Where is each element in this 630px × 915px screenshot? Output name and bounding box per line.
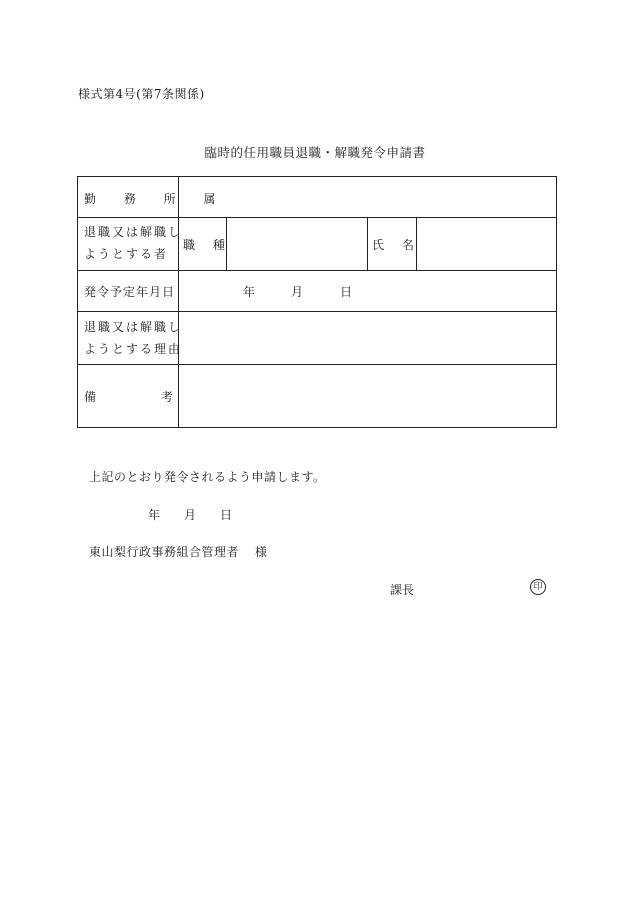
month-label: 月 (291, 285, 304, 299)
reason-label (84, 316, 182, 360)
document-title: 臨時的任用職員退職・解職発令申請書 (204, 145, 426, 160)
reason-field[interactable] (182, 314, 554, 362)
retiree-label (84, 221, 182, 265)
retiree-label-line1: 退職又は解職し (84, 225, 183, 239)
row-divider (78, 217, 556, 218)
application-year: 年 (148, 508, 161, 522)
column-divider (367, 217, 368, 270)
remarks-label-char2: 考 (161, 390, 174, 404)
day-label: 日 (340, 285, 353, 299)
application-statement: 上記のとおり発令されるよう申請します。 (89, 470, 326, 484)
retiree-label-line2: ようとする者 (84, 247, 169, 261)
application-month: 月 (184, 508, 197, 522)
name-label: 氏 名 (372, 238, 418, 252)
row-divider (78, 364, 556, 365)
row-divider (78, 270, 556, 271)
reason-label-line1: 退職又は解職し (84, 320, 183, 334)
department-field[interactable] (182, 179, 554, 215)
name-field[interactable] (420, 220, 554, 268)
application-day: 日 (220, 508, 233, 522)
signatory-title: 課長 (390, 583, 415, 597)
row-divider (78, 311, 556, 312)
scheduled-date-label: 発令予定年月日 (84, 285, 176, 299)
column-divider (178, 177, 179, 427)
form-number: 様式第4号(第7条関係) (78, 87, 205, 101)
remarks-label-char1: 備 (84, 390, 97, 404)
department-label: 勤 務 所 属 (84, 192, 228, 206)
remarks-field[interactable] (182, 367, 554, 425)
honorific: 様 (255, 545, 268, 559)
occupation-label: 職 種 (183, 238, 229, 252)
reason-label-line2: ようとする理由 (84, 342, 183, 356)
year-label: 年 (243, 285, 256, 299)
seal-mark-icon: 印 (530, 579, 546, 595)
addressee: 東山梨行政事務組合管理者 (89, 545, 240, 559)
application-table (77, 176, 557, 428)
occupation-field[interactable] (230, 220, 364, 268)
